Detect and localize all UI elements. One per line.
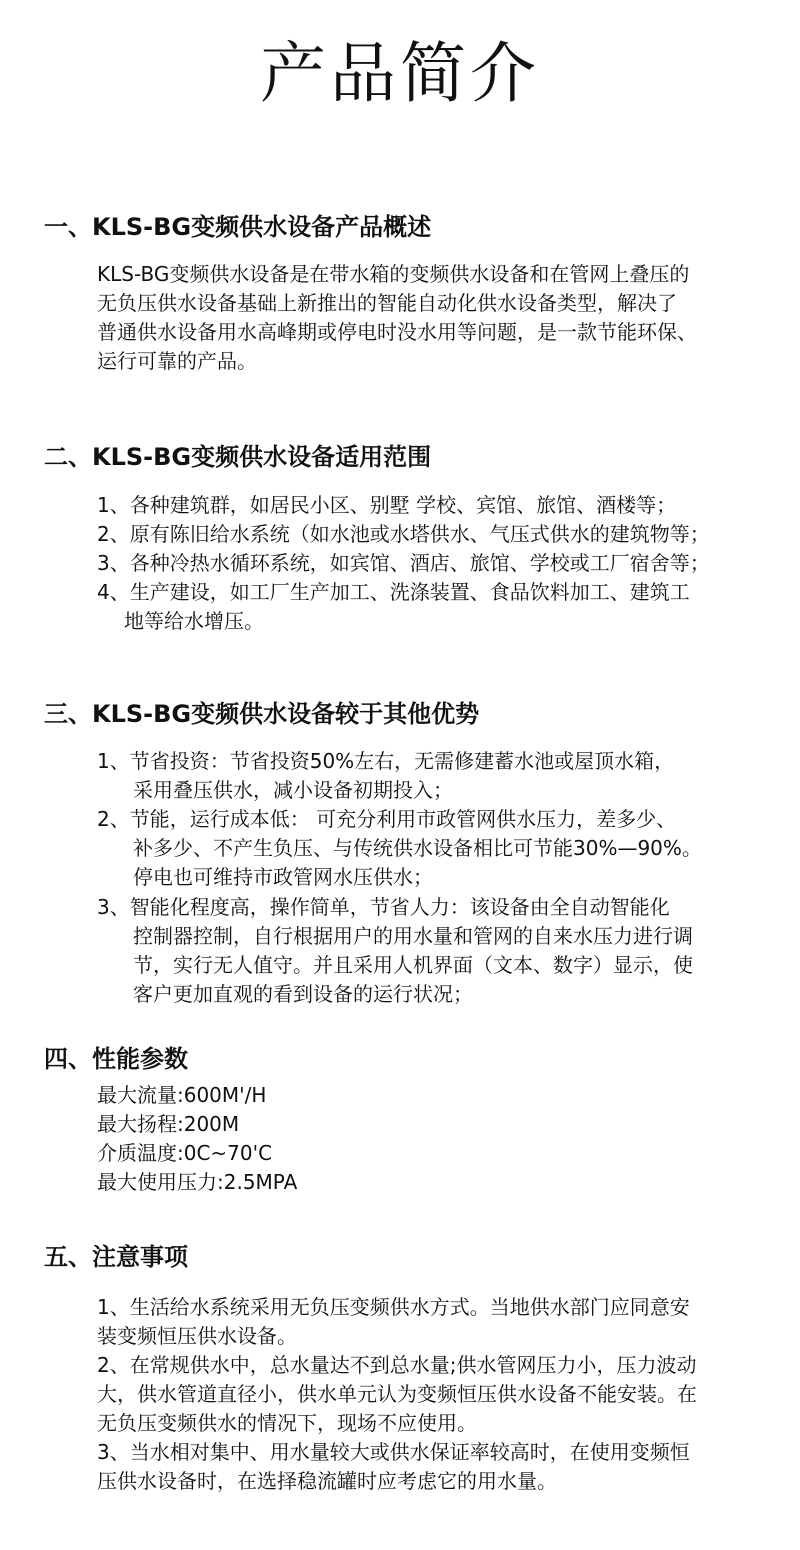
notes-line-7: 压供水设备时，在选择稳流罐时应考虑它的用水量。 [97,1469,557,1493]
notes-line-1: 1、生活给水系统采用无负压变频供水方式。当地供水部门应同意安 [97,1295,690,1319]
advantage-item-2: 2、节能，运行成本低： 可充分利用市政管网供水压力，差多少、 [97,807,677,831]
notes-line-3: 2、在常规供水中，总水量达不到总水量;供水管网压力小，压力波动 [97,1353,697,1377]
advantage-item-3-cont-1: 控制器控制，自行根据用户的用水量和管网的自来水压力进行调 [133,924,693,948]
advantage-item-1: 1、节省投资：节省投资50%左右，无需修建蓄水池或屋顶水箱， [97,749,675,773]
scope-item-3: 3、各种冷热水循环系统，如宾馆、酒店、旅馆、学校或工厂宿舍等； [97,551,710,575]
spec-medium-temperature: 介质温度:0C~70'C [97,1141,273,1165]
section-heading-advantages: 三、KLS-BG变频供水设备较于其他优势 [44,700,480,728]
notes-line-2: 装变频恒压供水设备。 [97,1324,297,1348]
scope-item-2: 2、原有陈旧给水系统（如水池或水塔供水、气压式供水的建筑物等； [97,522,710,546]
scope-item-4: 4、生产建设，如工厂生产加工、洗涤装置、食品饮料加工、建筑工 [97,580,690,604]
section-heading-specs: 四、性能参数 [44,1045,188,1073]
overview-line-1: KLS-BG变频供水设备是在带水箱的变频供水设备和在管网上叠压的 [97,262,690,286]
advantage-item-2-cont-1: 补多少、不产生负压、与传统供水设备相比可节能30%—90%。 [133,836,702,860]
notes-line-4: 大，供水管道直径小，供水单元认为变频恒压供水设备不能安装。在 [97,1382,697,1406]
advantage-item-3-cont-3: 客户更加直观的看到设备的运行状况； [133,982,473,1006]
advantage-item-1-cont: 采用叠压供水，减小设备初期投入； [133,778,453,802]
scope-item-4-cont: 地等给水增压。 [124,609,264,633]
overview-line-2: 无负压供水设备基础上新推出的智能自动化供水设备类型，解决了 [97,291,677,315]
notes-line-6: 3、当水相对集中、用水量较大或供水保证率较高时，在使用变频恒 [97,1440,690,1464]
section-heading-notes: 五、注意事项 [44,1243,188,1271]
section-heading-scope: 二、KLS-BG变频供水设备适用范围 [44,443,432,471]
spec-max-pressure: 最大使用压力:2.5MPA [97,1170,298,1194]
page-title: 产品简介 [260,35,540,112]
notes-line-5: 无负压变频供水的情况下，现场不应使用。 [97,1411,477,1435]
section-heading-overview: 一、KLS-BG变频供水设备产品概述 [44,213,432,241]
overview-line-3: 普通供水设备用水高峰期或停电时没水用等问题，是一款节能环保、 [97,320,697,344]
advantage-item-3: 3、智能化程度高，操作简单，节省人力：该设备由全自动智能化 [97,895,670,919]
overview-line-4: 运行可靠的产品。 [97,349,257,373]
advantage-item-3-cont-2: 节，实行无人值守。并且采用人机界面（文本、数字）显示，使 [133,953,693,977]
spec-max-head: 最大扬程:200M [97,1112,240,1136]
spec-max-flow: 最大流量:600M'/H [97,1083,267,1107]
advantage-item-2-cont-2: 停电也可维持市政管网水压供水； [133,865,433,889]
scope-item-1: 1、各种建筑群，如居民小区、别墅 学校、宾馆、旅馆、酒楼等； [97,493,677,517]
